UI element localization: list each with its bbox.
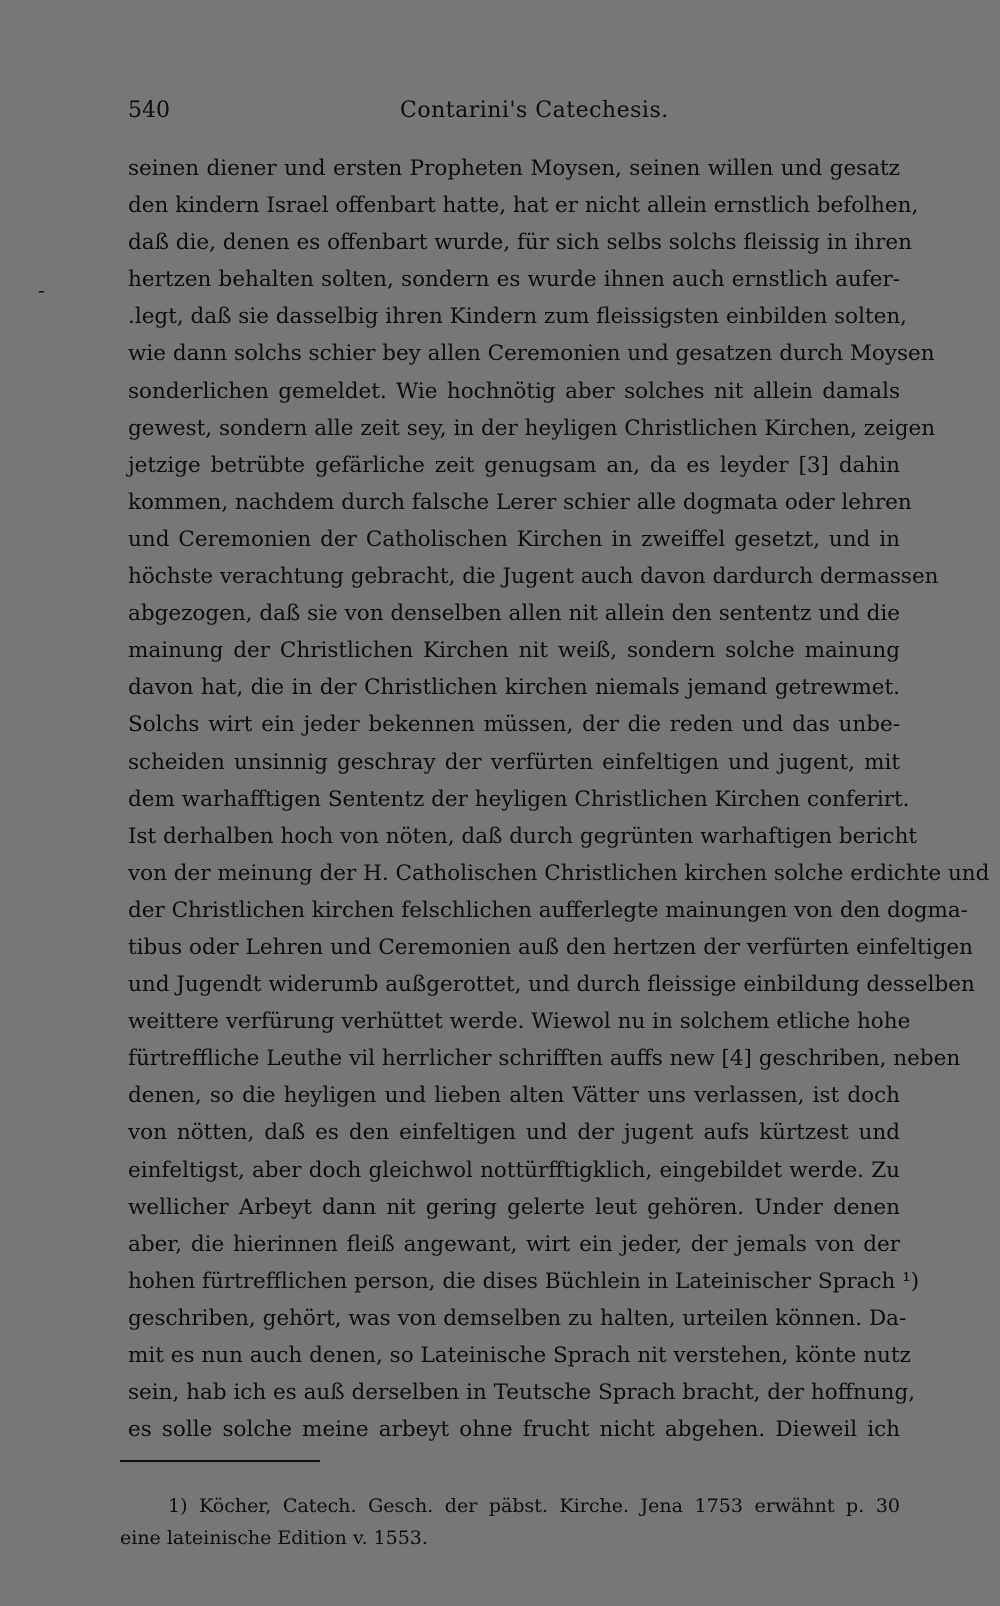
text-line: wie dann solchs schier bey allen Ceremonien und gesatzen durch Moysen	[128, 341, 935, 367]
text-line: sonderlichen gemeldet. Wie hochnötig aber solches nit allein damals	[128, 378, 900, 404]
footnotes	[120, 1490, 900, 1554]
text-line: es solle solche meine arbeyt ohne frucht nicht abgehen. Dieweil ich	[128, 1417, 900, 1443]
footnote-line: eine lateinische Edition v. 1553.	[120, 1527, 428, 1549]
text-line: davon hat, die in der Christlichen kirchen niemals jemand getrewmet.	[128, 675, 900, 701]
margin-mark: -	[38, 278, 45, 302]
text-line: geschriben, gehört, was von demselben zu halten, urteilen können. Da-	[128, 1305, 907, 1331]
text-line: sein, hab ich es auß derselben in Teutsche Sprach bracht, der hoffnung,	[128, 1380, 916, 1406]
text-line: den kindern Israel offenbart hatte, hat er nicht allein ernstlich befolhen,	[128, 193, 919, 219]
page-number: 540	[128, 98, 170, 123]
text-line: hertzen behalten solten, sondern es wurde ihnen auch ernstlich aufer-	[128, 267, 900, 293]
text-line: jetzige betrübte gefärliche zeit genugsam an, da es leyder [3] dahin	[128, 452, 900, 478]
text-line: wellicher Arbeyt dann nit gering gelerte leut gehören. Under denen	[128, 1194, 900, 1220]
text-line: einfeltigst, aber doch gleichwol nottürfftigklich, eingebildet werde. Zu	[128, 1157, 900, 1183]
text-line: gewest, sondern alle zeit sey, in der heyligen Christlichen Kirchen, zeigen	[128, 415, 936, 441]
text-line: scheiden unsinnig geschray der verfürten einfeltigen und jugent, mit	[128, 749, 900, 775]
text-line: seinen diener und ersten Propheten Moysen, seinen willen und gesatz	[128, 156, 900, 181]
text-line: hohen fürtrefflichen person, die dises Büchlein in Lateinischer Sprach ¹)	[128, 1268, 920, 1294]
text-line: weittere verfürung verhüttet werde. Wiewol nu in solchem etliche hohe	[128, 1009, 911, 1035]
text-line: dem warhafftigen Sententz der heyligen Christlichen Kirchen conferirt.	[128, 786, 910, 812]
text-line: tibus oder Lehren und Ceremonien auß den hertzen der verfürten einfeltigen	[128, 934, 973, 960]
text-line: der Christlichen kirchen felschlichen aufferlegte mainungen von den dogma-	[128, 897, 968, 923]
text-line: von nötten, daß es den einfeltigen und der jugent aufs kürtzest und	[128, 1120, 900, 1146]
text-line: mainung der Christlichen Kirchen nit weiß, sondern solche mainung	[128, 638, 900, 664]
text-line: höchste verachtung gebracht, die Jugent auch davon dardurch dermassen	[128, 564, 939, 590]
text-line: und Jugendt widerumb außgerottet, und durch fleissige einbildung desselben	[128, 972, 975, 998]
text-line: daß die, denen es offenbart wurde, für sich selbs solchs fleissig in ihren	[128, 230, 912, 256]
text-line: abgezogen, daß sie von denselben allen nit allein den sententz und die	[128, 601, 900, 627]
text-line: aber, die hierinnen fleiß angewant, wirt ein jeder, der jemals von der	[128, 1231, 900, 1257]
text-line: fürtreffliche Leuthe vil herrlicher schrifften auffs new [4] geschriben, neben	[128, 1046, 961, 1072]
text-line: Ist derhalben hoch von nöten, daß durch gegrünten warhaftigen bericht	[128, 823, 918, 849]
text-line: kommen, nachdem durch falsche Lerer schier alle dogmata oder lehren	[128, 489, 912, 515]
running-title: Contarini's Catechesis.	[400, 98, 669, 123]
text-line: von der meinung der H. Catholischen Christlichen kirchen solche erdichte und	[128, 860, 990, 886]
text-line: mit es nun auch denen, so Lateinische Sprach nit verstehen, könte nutz	[128, 1343, 911, 1368]
text-line: Solchs wirt ein jeder bekennen müssen, der die reden und das unbe-	[128, 712, 900, 738]
body-text	[128, 150, 990, 1448]
text-line: denen, so die heyligen und lieben alten Vätter uns verlassen, ist doch	[128, 1083, 900, 1109]
footnote-divider	[120, 1460, 320, 1462]
footnote-line: 1) Köcher, Catech. Gesch. der päbst. Kirche. Jena 1753 erwähnt p. 30	[168, 1495, 900, 1517]
text-line: .legt, daß sie dasselbig ihren Kindern zum fleissigsten einbilden solten,	[128, 304, 908, 330]
text-line: und Ceremonien der Catholischen Kirchen in zweiffel gesetzt, und in	[128, 526, 900, 552]
running-head	[128, 98, 898, 132]
